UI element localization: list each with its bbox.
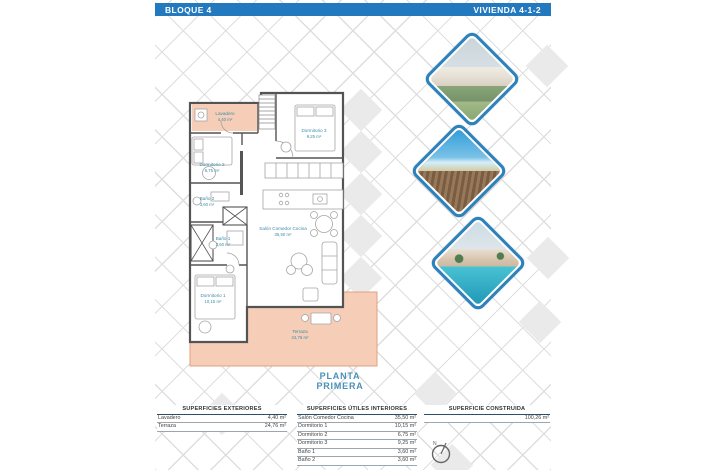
room-label-bano1: Baño 1 xyxy=(215,236,231,241)
svg-text:35,50 m²: 35,50 m² xyxy=(274,232,292,237)
table-row: Salón Comedor Cocina 35,50 m² xyxy=(297,415,417,424)
interior-surfaces-table xyxy=(297,405,417,466)
room-label-terraza: Terraza xyxy=(292,329,308,334)
table-title-interiores: SUPERFICIES ÚTILES INTERIORES xyxy=(297,405,417,415)
room-label-dormitorio2: Dormitorio 2 xyxy=(199,162,225,167)
unit-title: VIVIENDA 4-1-2 xyxy=(473,4,541,15)
svg-text:10,15 m²: 10,15 m² xyxy=(204,299,222,304)
room-label-lavadero: Lavadero xyxy=(215,111,235,116)
svg-text:9,25 m²: 9,25 m² xyxy=(306,134,322,139)
svg-text:3,60 m²: 3,60 m² xyxy=(215,242,231,247)
table-title-construida: SUPERFICIE CONSTRUIDA xyxy=(424,405,550,415)
table-row: Baño 2 3,60 m² xyxy=(297,457,417,466)
built-surface-value: 100,26 m² xyxy=(524,414,549,421)
svg-text:3,60 m²: 3,60 m² xyxy=(199,202,215,207)
room-label-salon: Salón Comedor Cocina xyxy=(259,226,307,231)
table-row: Lavadero 4,40 m² xyxy=(157,415,287,424)
table-row xyxy=(424,415,550,424)
table-row: Dormitorio 3 9,25 m² xyxy=(297,440,417,449)
table-title-exteriores: SUPERFICIES EXTERIORES xyxy=(157,405,287,415)
built-surface-table xyxy=(424,405,550,423)
room-label-bano2: Baño 2 xyxy=(199,196,215,201)
plan-caption: PLANTA PRIMERA xyxy=(316,371,364,391)
entry-stairs xyxy=(259,95,275,129)
header-bar xyxy=(155,3,551,16)
svg-text:6,75 m²: 6,75 m² xyxy=(204,168,220,173)
table-row: Terraza 24,76 m² xyxy=(157,423,287,432)
svg-text:4,40 m²: 4,40 m² xyxy=(217,117,233,122)
north-compass-icon xyxy=(427,437,455,467)
room-label-dormitorio1: Dormitorio 1 xyxy=(200,293,226,298)
floor-plan xyxy=(183,85,383,375)
table-row: Dormitorio 1 10,15 m² xyxy=(297,423,417,432)
table-row: Baño 1 3,60 m² xyxy=(297,449,417,458)
compass-letter: N xyxy=(433,441,437,447)
table-row: Dormitorio 2 6,75 m² xyxy=(297,432,417,441)
exterior-surfaces-table xyxy=(157,405,287,432)
room-label-dormitorio3: Dormitorio 3 xyxy=(301,128,327,133)
block-title: BLOQUE 4 xyxy=(165,4,212,15)
svg-text:24,76 m²: 24,76 m² xyxy=(291,335,309,340)
sliding-door xyxy=(240,151,243,195)
